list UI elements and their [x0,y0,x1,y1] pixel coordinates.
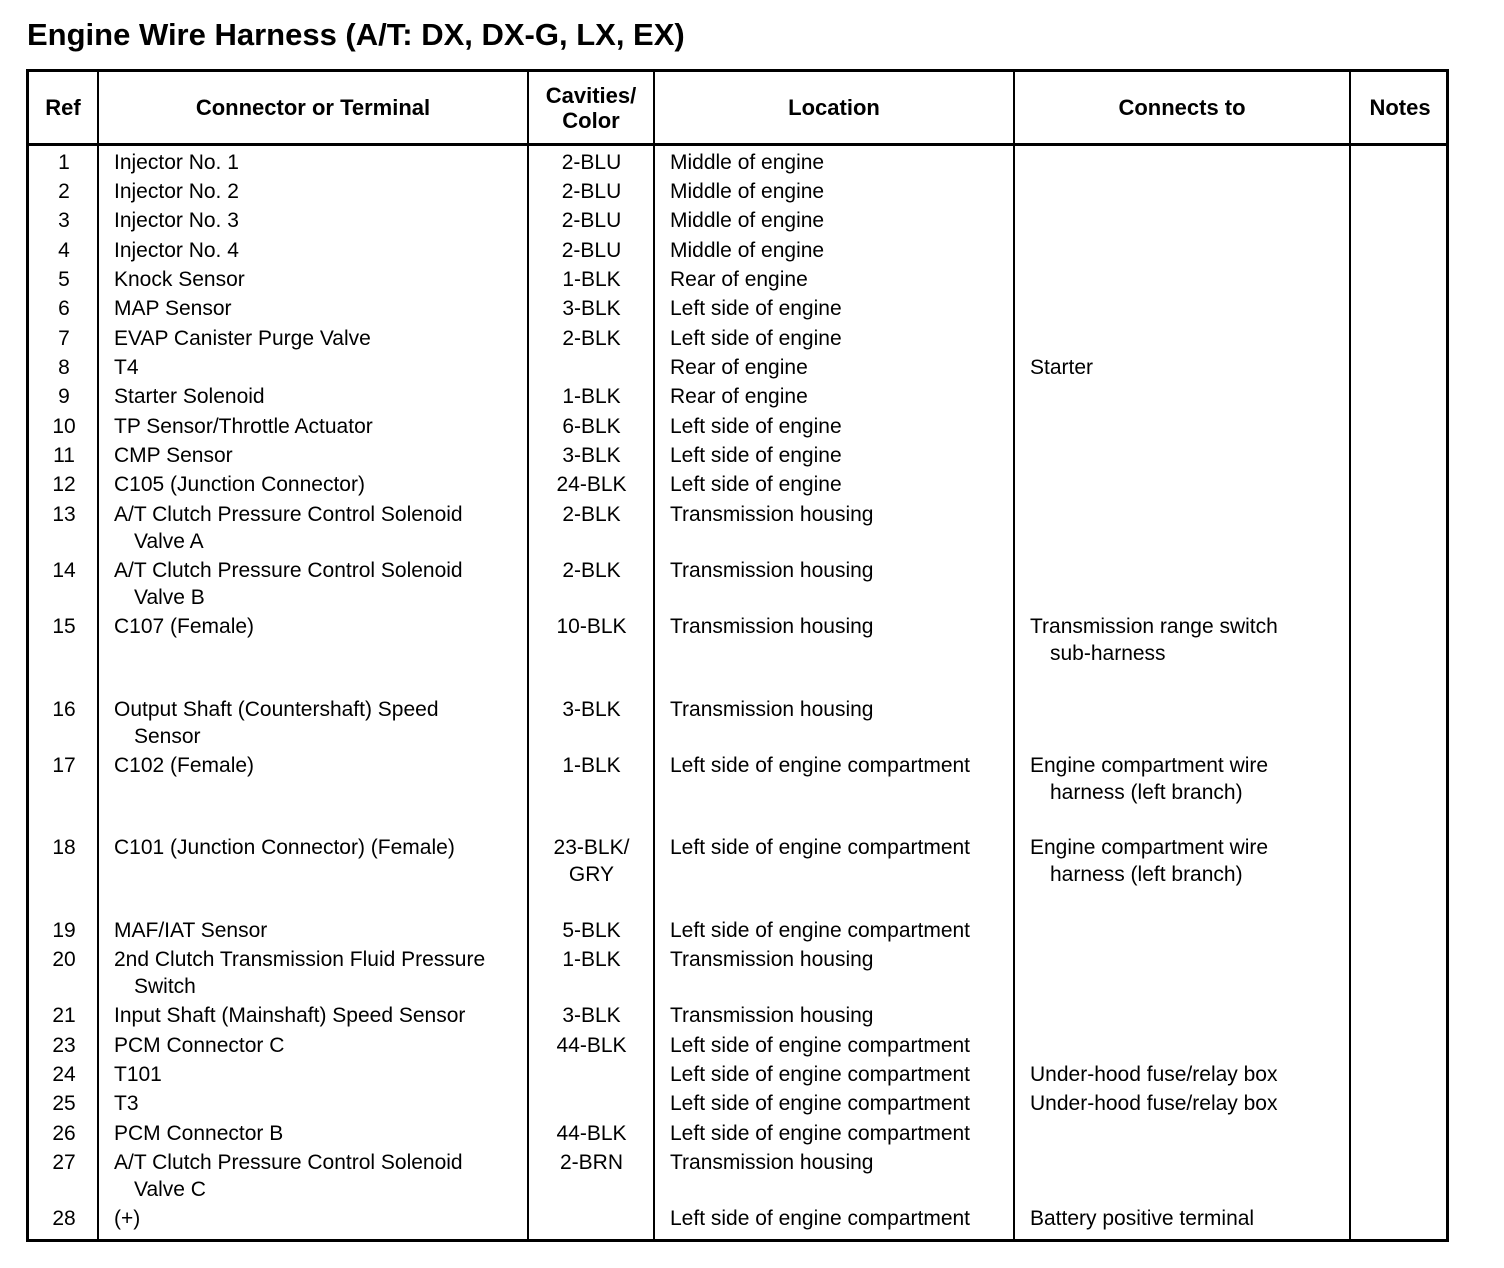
location-cell: Middle of engine [670,239,825,262]
location-cell: Left side of engine compartment [670,1122,971,1145]
location-cell: Left side of engine compartment [670,836,971,859]
ref-cell: 19 [52,919,76,942]
connector-cell: C105 (Junction Connector) [114,473,365,496]
location-cell: Middle of engine [670,209,825,232]
ref-cell: 23 [52,1034,76,1057]
connector-cell: EVAP Canister Purge Valve [114,327,371,350]
ref-cell: 18 [52,836,76,859]
cavities-cell: 1-BLK [562,754,621,777]
cavities-cell: 2-BLK [562,559,621,582]
connects-to-cell-continued: harness (left branch) [1050,863,1243,886]
connector-cell: TP Sensor/Throttle Actuator [114,415,373,438]
location-cell: Left side of engine [670,327,842,350]
ref-cell: 17 [52,754,76,777]
ref-cell: 4 [58,239,70,262]
connector-cell: MAF/IAT Sensor [114,919,268,942]
connector-cell: T4 [114,356,139,379]
connector-cell: A/T Clutch Pressure Control Solenoid [114,503,463,526]
connector-cell: Injector No. 4 [114,239,239,262]
connects-to-cell: Engine compartment wire [1030,836,1269,859]
connects-to-cell: Battery positive terminal [1030,1207,1255,1230]
header-notes: Notes [1369,95,1431,120]
cavities-cell: 2-BRN [559,1151,623,1174]
location-cell: Transmission housing [670,503,874,526]
location-cell: Middle of engine [670,180,825,203]
connector-cell: T101 [114,1063,162,1086]
cavities-cell: 3-BLK [562,1004,621,1027]
ref-cell: 3 [58,209,70,232]
cavities-cell: 1-BLK [562,948,621,971]
ref-cell: 16 [52,698,76,721]
ref-cell: 13 [52,503,76,526]
ref-cell: 8 [58,356,70,379]
location-cell: Left side of engine [670,297,842,320]
connector-cell: 2nd Clutch Transmission Fluid Pressure [114,948,486,971]
connects-to-cell: Starter [1030,356,1094,379]
location-cell: Left side of engine compartment [670,1034,971,1057]
connector-cell: Output Shaft (Countershaft) Speed [114,698,439,721]
location-cell: Rear of engine [670,268,808,291]
connector-cell-continued: Valve C [134,1178,206,1201]
ref-cell: 27 [52,1151,76,1174]
connects-to-cell-continued: sub-harness [1050,642,1166,665]
connector-cell: PCM Connector C [114,1034,285,1057]
ref-cell: 10 [52,415,76,438]
cavities-cell: 2-BLU [561,151,622,174]
location-cell: Transmission housing [670,948,874,971]
connector-cell: PCM Connector B [114,1122,284,1145]
connector-cell: Injector No. 2 [114,180,239,203]
connects-to-cell: Under-hood fuse/relay box [1030,1092,1278,1115]
location-cell: Transmission housing [670,559,874,582]
ref-cell: 24 [52,1063,76,1086]
ref-cell: 26 [52,1122,76,1145]
header-cavities: Cavities/ Color [545,82,637,133]
location-cell: Left side of engine [670,473,842,496]
location-cell: Transmission housing [670,615,874,638]
ref-cell: 14 [52,559,76,582]
ref-cell: 28 [52,1207,76,1230]
header-location: Location [788,95,880,120]
connector-cell: A/T Clutch Pressure Control Solenoid [114,1151,463,1174]
connects-to-cell: Transmission range switch [1030,615,1278,638]
ref-cell: 2 [58,180,70,203]
connector-cell: Knock Sensor [114,268,245,291]
connector-cell: T3 [114,1092,139,1115]
cavities-cell: 10-BLK [556,615,627,638]
location-cell: Left side of engine compartment [670,1207,971,1230]
ref-cell: 21 [52,1004,76,1027]
location-cell: Transmission housing [670,1004,874,1027]
location-cell: Left side of engine compartment [670,919,971,942]
ref-cell: 25 [52,1092,76,1115]
connects-to-cell: Under-hood fuse/relay box [1030,1063,1278,1086]
cavities-cell: 2-BLU [561,239,622,262]
header-divider [29,143,1446,146]
cavities-cell: 23-BLK/ GRY [553,836,630,886]
cavities-cell: 2-BLU [561,180,622,203]
connector-cell: (+) [114,1207,141,1230]
ref-cell: 20 [52,948,76,971]
cavities-cell: 2-BLU [561,209,622,232]
location-cell: Transmission housing [670,698,874,721]
cavities-cell: 44-BLK [556,1034,627,1057]
connector-cell: CMP Sensor [114,444,233,467]
page-title: Engine Wire Harness (A/T: DX, DX-G, LX, EX) [27,17,685,52]
ref-cell: 5 [58,268,70,291]
cavities-cell: 3-BLK [562,297,621,320]
connector-cell: C107 (Female) [114,615,255,638]
header-ref: Ref [45,95,81,120]
location-cell: Left side of engine [670,444,842,467]
location-cell: Middle of engine [670,151,825,174]
location-cell: Rear of engine [670,356,808,379]
connector-cell: C102 (Female) [114,754,255,777]
cavities-cell: 3-BLK [562,698,621,721]
cavities-cell: 2-BLK [562,503,621,526]
ref-cell: 9 [58,385,70,408]
cavities-cell: 1-BLK [562,268,621,291]
header-connector: Connector or Terminal [195,95,431,120]
ref-cell: 6 [58,297,70,320]
connector-cell: Injector No. 3 [114,209,239,232]
connector-cell-continued: Sensor [134,725,201,748]
cavities-cell: 3-BLK [562,444,621,467]
connects-to-cell: Engine compartment wire [1030,754,1269,777]
connector-cell: Injector No. 1 [114,151,239,174]
connector-cell-continued: Switch [134,975,196,998]
header-connects-to: Connects to [1118,95,1246,120]
connector-cell: Starter Solenoid [114,385,265,408]
location-cell: Rear of engine [670,385,808,408]
harness-table [26,69,1449,1242]
connector-cell: MAP Sensor [114,297,232,320]
connector-cell-continued: Valve B [134,586,205,609]
connects-to-cell-continued: harness (left branch) [1050,781,1243,804]
cavities-cell: 2-BLK [562,327,621,350]
location-cell: Left side of engine compartment [670,1063,971,1086]
cavities-cell: 5-BLK [562,919,621,942]
cavities-cell: 44-BLK [556,1122,627,1145]
connector-cell: Input Shaft (Mainshaft) Speed Sensor [114,1004,466,1027]
cavities-cell: 6-BLK [562,415,621,438]
ref-cell: 11 [53,444,75,467]
ref-cell: 15 [52,615,76,638]
ref-cell: 7 [58,327,70,350]
connector-cell: C101 (Junction Connector) (Female) [114,836,455,859]
ref-cell: 12 [52,473,76,496]
location-cell: Left side of engine compartment [670,754,971,777]
cavities-cell: 1-BLK [562,385,621,408]
location-cell: Left side of engine compartment [670,1092,971,1115]
connector-cell: A/T Clutch Pressure Control Solenoid [114,559,463,582]
cavities-cell: 24-BLK [556,473,627,496]
location-cell: Left side of engine [670,415,842,438]
ref-cell: 1 [58,151,70,174]
location-cell: Transmission housing [670,1151,874,1174]
connector-cell-continued: Valve A [134,530,204,553]
